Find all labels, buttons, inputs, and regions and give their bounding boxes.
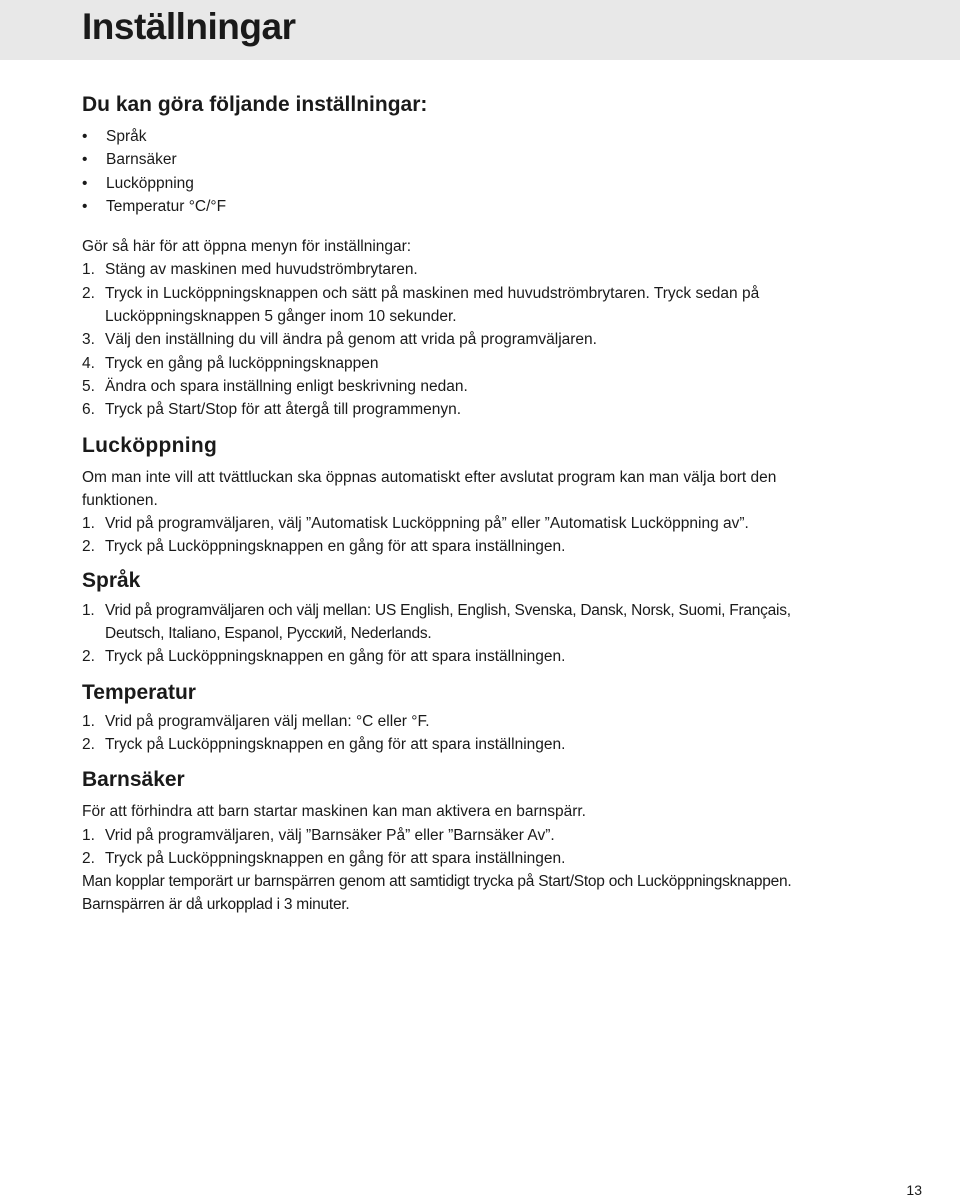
step-text: Tryck in Lucköppningsknappen och sätt på maskinen med huvudströmbrytaren. Tryck sedan på (105, 284, 760, 302)
list-item (82, 148, 882, 171)
page-title: Inställningar (82, 6, 296, 47)
step-number: 2. (82, 284, 95, 302)
bullet: • (82, 197, 88, 215)
step-text: Tryck på Lucköppningsknappen en gång för att spara inställningen. (105, 538, 566, 556)
note-line: Barnspärren är då urkopplad i 3 minuter. (82, 896, 350, 914)
step-number: 2. (82, 648, 95, 666)
step-number: 2. (82, 735, 95, 753)
door-opening-steps (82, 512, 882, 559)
step-text: Tryck på Lucköppningsknappen en gång för att spara inställningen. (105, 648, 566, 666)
note-line: Man kopplar temporärt ur barnspärren genom att samtidigt trycka på Start/Stop och Lucköppningsknappen. (82, 873, 792, 891)
list-item (82, 282, 882, 329)
temperature-steps (82, 710, 882, 757)
list-item (82, 535, 882, 558)
child-lock-steps (82, 824, 882, 871)
step-text: Tryck på Lucköppningsknappen en gång för att spara inställningen. (105, 849, 566, 867)
page-number: 13 (906, 1182, 922, 1198)
language-steps (82, 599, 882, 669)
step-text-continued: Lucköppningsknappen 5 gånger inom 10 sekunder. (105, 308, 457, 326)
list-item (82, 125, 882, 148)
step-text: Välj den inställning du vill ändra på genom att vrida på programväljaren. (105, 331, 597, 349)
step-number: 1. (82, 601, 95, 619)
list-item (82, 599, 882, 646)
settings-list (82, 125, 882, 218)
menu-instructions-lead: Gör så här för att öppna menyn för inställningar: (82, 238, 412, 256)
page-content (82, 91, 882, 917)
list-item (82, 258, 882, 281)
step-number: 4. (82, 354, 95, 372)
step-text: Vrid på programväljaren, välj ”Barnsäker På” eller ”Barnsäker Av”. (105, 826, 555, 844)
step-text: Stäng av maskinen med huvudströmbrytaren. (105, 261, 418, 279)
list-item (82, 645, 882, 668)
list-item (82, 710, 882, 733)
list-item (82, 195, 882, 218)
step-number: 6. (82, 401, 95, 419)
menu-steps (82, 258, 882, 421)
door-opening-description (82, 466, 882, 513)
bullet: • (82, 174, 88, 192)
bullet: • (82, 151, 88, 169)
list-item (82, 824, 882, 847)
step-number: 1. (82, 515, 95, 533)
section-heading-child-lock: Barnsäker (82, 768, 185, 792)
setting-door-opening: Lucköppning (106, 174, 194, 192)
step-text: Ändra och spara inställning enligt beskrivning nedan. (105, 377, 468, 395)
list-item (82, 328, 882, 351)
step-number: 5. (82, 377, 95, 395)
step-number: 2. (82, 538, 95, 556)
step-text: Tryck på Start/Stop för att återgå till programmenyn. (105, 401, 462, 419)
step-text-continued: Deutsch, Italiano, Espanol, Русский, Nederlands. (105, 625, 432, 643)
description-line: Om man inte vill att tvättluckan ska öppnas automatiskt efter avslutat program kan man välja bort den (82, 468, 777, 486)
list-item (82, 352, 882, 375)
list-item (82, 375, 882, 398)
step-text: Tryck en gång på lucköppningsknappen (105, 354, 379, 372)
step-number: 2. (82, 849, 95, 867)
list-item (82, 512, 882, 535)
list-item (82, 398, 882, 421)
child-lock-note (82, 870, 882, 917)
section-heading-temperature: Temperatur (82, 680, 196, 704)
intro-heading: Du kan göra följande inställningar: (82, 93, 428, 116)
step-number: 1. (82, 826, 95, 844)
step-text: Vrid på programväljaren välj mellan: °C eller °F. (105, 712, 430, 730)
setting-child-lock: Barnsäker (106, 151, 177, 169)
step-number: 3. (82, 331, 95, 349)
description-line: funktionen. (82, 491, 158, 509)
setting-temperature: Temperatur °C/°F (106, 197, 227, 215)
child-lock-description: För att förhindra att barn startar maskinen kan man aktivera en barnspärr. (82, 803, 586, 821)
section-heading-language: Språk (82, 568, 141, 592)
step-number: 1. (82, 261, 95, 279)
section-heading-door-opening: Lucköppning (82, 433, 218, 457)
list-item (82, 847, 882, 870)
step-text: Vrid på programväljaren och välj mellan: US English, English, Svenska, Dansk, Norsk, Suomi, Français, (105, 601, 791, 619)
bullet: • (82, 128, 88, 145)
step-text: Vrid på programväljaren, välj ”Automatisk Lucköppning på” eller ”Automatisk Lucköppning av”. (105, 515, 749, 533)
list-item (82, 733, 882, 756)
setting-language: Språk (106, 128, 147, 145)
list-item (82, 172, 882, 195)
step-text: Tryck på Lucköppningsknappen en gång för att spara inställningen. (105, 735, 566, 753)
step-number: 1. (82, 712, 95, 730)
